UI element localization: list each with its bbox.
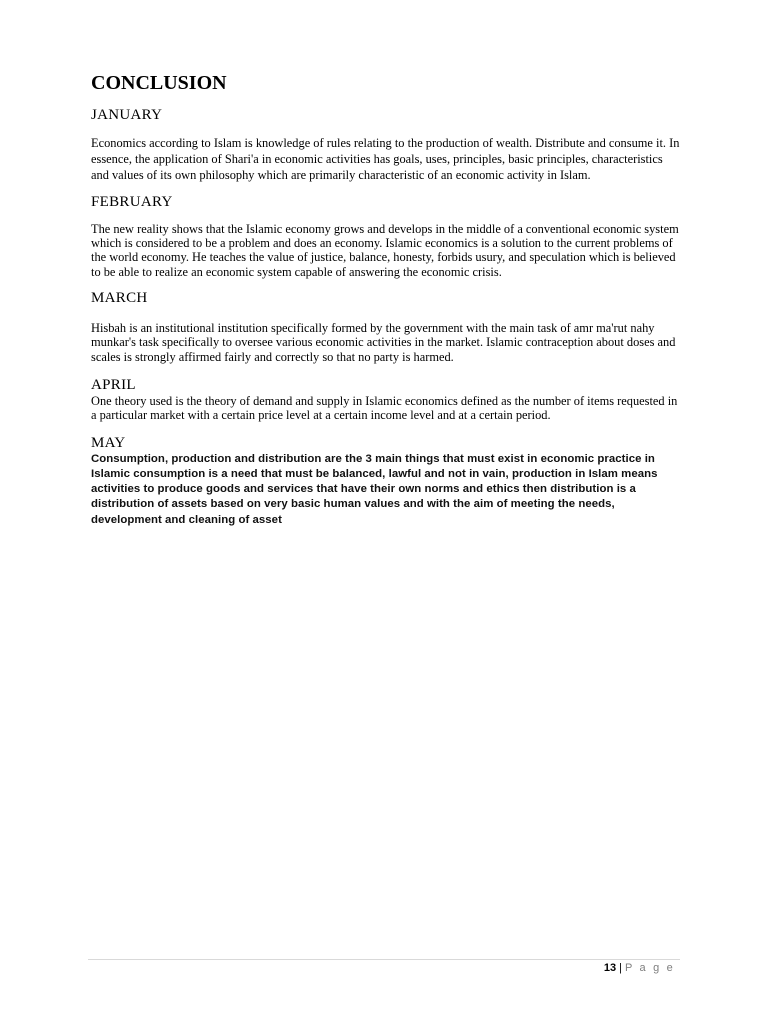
footer-divider bbox=[88, 959, 680, 960]
section-text-january: Economics according to Islam is knowledge of rules relating to the production of wealth. Distribute and consume it. In essence, the application of Shari'a in economic activities has goals, uses, principles, basic principles, characteristics and values of its own philosophy which are primarily characteristic of an economic activity in Islam. bbox=[91, 136, 680, 182]
document-body bbox=[91, 70, 683, 528]
footer-separator: | bbox=[619, 962, 622, 974]
section-heading-april: APRIL bbox=[91, 377, 136, 394]
section-heading-march: MARCH bbox=[91, 289, 148, 306]
section-heading-february: FEBRUARY bbox=[91, 194, 173, 210]
page-number: 13 bbox=[603, 962, 617, 974]
section-text-march: Hisbah is an institutional institution specifically formed by the government with the main task of amr ma'rut nahy munkar's task specifically to oversee various economic activities in the market. Islamic contraception about doses and scales is strongly affirmed fairly and correctly so that no party is harmed. bbox=[91, 320, 676, 364]
page-footer bbox=[604, 961, 675, 975]
page-label: P a g e bbox=[624, 962, 675, 974]
section-text-may: Consumption, production and distribution are the 3 main things that must exist in economic practice in Islamic consumption is a need that must be balanced, lawful and not in vain, production in Islam means activities to produce goods and services that have their own norms and ethics then distribution is a distribution of assets based on very basic human values and with the aim of meeting the needs, development and cleaning of asset bbox=[91, 452, 658, 526]
document-title: CONCLUSION bbox=[91, 72, 227, 94]
section-text-april: One theory used is the theory of demand and supply in Islamic economics defined as the number of items requested in a particular market with a certain price level at a certain income level and at a certain period. bbox=[91, 394, 678, 423]
section-heading-january: JANUARY bbox=[91, 107, 163, 123]
section-text-february: The new reality shows that the Islamic economy grows and develops in the middle of a conventional economic system which is considered to be a problem and does an economy. Islamic economics is a solution to the current problems of the world economy. He teaches the value of justice, balance, honesty, forbids usury, and speculation which is believed to be able to realize an economic system capable of answering the economic crisis. bbox=[91, 222, 679, 279]
section-heading-may: MAY bbox=[91, 434, 126, 451]
